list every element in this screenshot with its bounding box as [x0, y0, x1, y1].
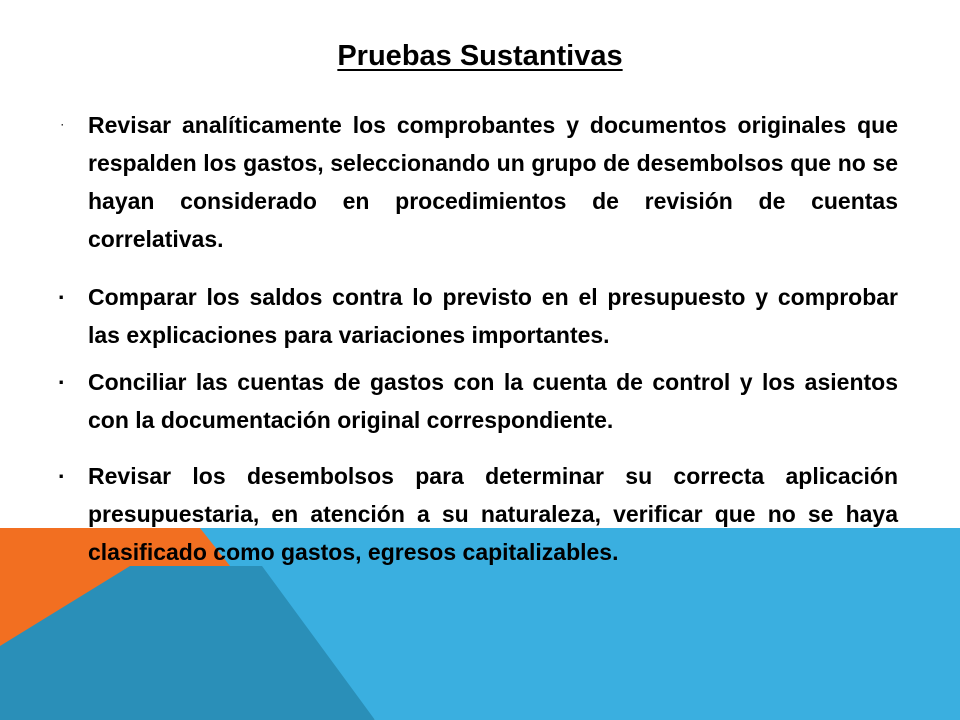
- bullet-item-3: [58, 363, 898, 439]
- bullet-mark: ·: [61, 120, 64, 130]
- bullet-mark: ·: [58, 463, 66, 489]
- bullet-item-1: [58, 106, 898, 258]
- bullet-text: Revisar analíticamente los comprobantes y documentos originales que respalden los gastos, seleccionando un grupo de desembolsos que no se hayan considerado en procedimientos de revisión de cuentas correlativas.: [88, 112, 898, 252]
- bullet-text: Comparar los saldos contra lo previsto en el presupuesto y comprobar las explicaciones para variaciones importantes.: [88, 284, 898, 348]
- bullet-mark: ·: [58, 369, 66, 395]
- bullet-mark: ·: [58, 284, 66, 310]
- bullet-item-2: [58, 278, 898, 354]
- bullet-text: Revisar los desembolsos para determinar su correcta aplicación presupuestaria, en atención a su naturaleza, verificar que no se haya clasificado como gastos, egresos capitalizables.: [88, 463, 898, 565]
- bullet-list: [58, 106, 898, 595]
- bullet-item-4: [58, 457, 898, 571]
- bullet-text: Conciliar las cuentas de gastos con la cuenta de control y los asientos con la documentación original correspondiente.: [88, 369, 898, 433]
- slide-title: Pruebas Sustantivas: [337, 40, 623, 72]
